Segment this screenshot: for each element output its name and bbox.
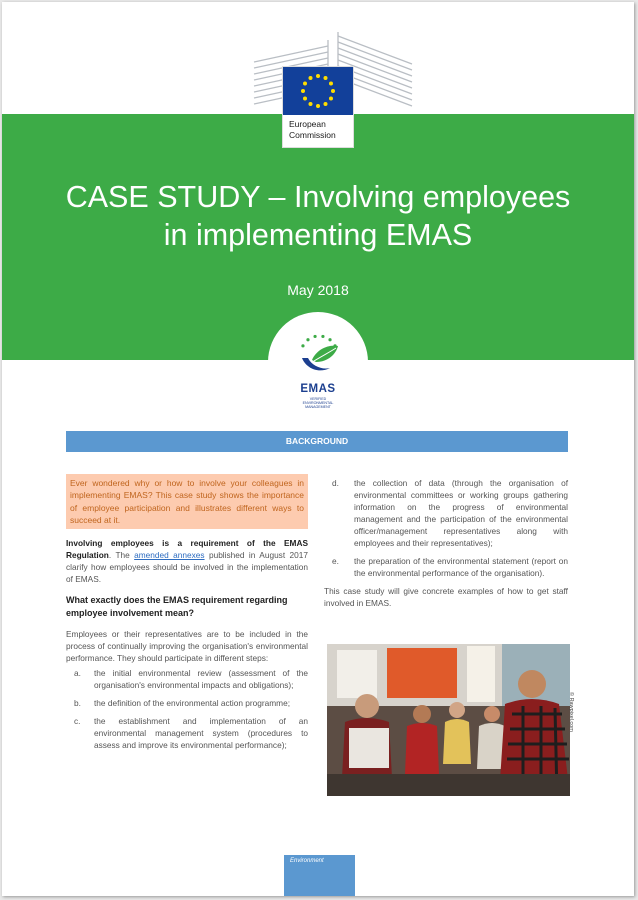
title-line1: CASE STUDY – Involving employees [65, 180, 571, 214]
amended-annexes-link[interactable]: amended annexes [134, 550, 205, 561]
eu-star-icon [329, 82, 333, 86]
intro-highlight: Ever wondered why or how to involve your colleagues in implementing EMAS? This case study shows the importance of employee participation and illustrates different ways to succeed at it. [66, 474, 308, 529]
photo-credit: © Rawpixel.com [568, 692, 574, 732]
emas-star-icon [301, 344, 304, 347]
list-marker: a. [74, 668, 81, 679]
list-marker: b. [74, 698, 81, 709]
header-logo-area [2, 2, 634, 140]
list-item [66, 697, 308, 709]
ec-logo-text [289, 119, 336, 140]
list-text: the definition of the environmental action programme; [94, 698, 291, 709]
document-page [2, 2, 634, 896]
emas-sub-line2: ENVIRONMENTAL [302, 401, 334, 406]
list-text: the preparation of the environmental statement (report on the environmental performance of the organisation). [354, 556, 568, 578]
eu-star-icon [301, 89, 305, 93]
eu-star-icon [316, 104, 320, 108]
list-marker: e. [332, 556, 339, 566]
publication-date: May 2018 [287, 282, 349, 298]
environment-tab [284, 855, 355, 896]
right-column [324, 477, 568, 609]
section-heading-background: BACKGROUND [66, 431, 568, 452]
eu-flag-icon [283, 67, 353, 115]
emas-wordmark: EMAS [300, 383, 336, 395]
eu-star-icon [331, 89, 335, 93]
list-text: the establishment and implementation of an environmental management system (procedures to assess and improve its environmental performance); [94, 716, 308, 751]
eu-star-icon [324, 76, 328, 80]
steps-list-left [66, 667, 308, 751]
intro-strong: Involving employees is a requirement of the EMAS Regulation [66, 538, 308, 561]
eu-star-icon [316, 74, 320, 78]
left-column [66, 474, 308, 757]
team-meeting-photo [327, 644, 570, 796]
eu-star-icon [309, 102, 313, 106]
european-commission-logo [282, 66, 354, 148]
list-item [324, 477, 568, 549]
emas-logo-icon [292, 330, 346, 376]
emas-star-icon [321, 335, 324, 338]
intro-text-2: published in August 2017 clarify how employees should be involved in the implementation of EMAS. [66, 550, 309, 585]
environment-label: Environment [290, 858, 324, 864]
ec-text-line1: European [289, 119, 326, 129]
title-line2: in implementing EMAS [163, 218, 473, 252]
emas-star-icon [313, 335, 316, 338]
eu-star-icon [309, 76, 313, 80]
steps-list-right [324, 477, 568, 579]
emas-sub-line1: VERIFIED [309, 397, 327, 401]
closing-paragraph: This case study will give concrete examples of how to get staff involved in EMAS. [324, 586, 568, 608]
eu-star-icon [329, 97, 333, 101]
list-marker: d. [332, 478, 339, 488]
list-item [66, 667, 308, 691]
list-item [324, 555, 568, 579]
list-text: the collection of data (through the organisation of environmental committees or working groups gathering information on the progress of environmental management and the participation of the environmental officer/management representatives along with employees and their representatives); [354, 478, 568, 548]
eu-star-icon [303, 97, 307, 101]
ec-text-line2: Commission [289, 129, 336, 140]
steps-paragraph: Employees or their representatives are to be included in the process of continually improving the organisation's environmental performance. They should participate in different steps: [66, 629, 308, 664]
list-text: the initial environmental review (assessment of the organisation's environmental impacts and obligations); [94, 668, 308, 691]
list-marker: c. [74, 716, 81, 727]
eu-star-icon [303, 82, 307, 86]
question-heading: What exactly does the EMAS requirement regarding employee involvement mean? [66, 595, 288, 619]
emas-star-icon [328, 338, 331, 341]
page-title [2, 178, 634, 254]
intro-paragraph [66, 537, 308, 585]
emas-star-icon [306, 338, 309, 341]
eu-star-icon [324, 102, 328, 106]
emas-sub-line3: MANAGEMENT [305, 405, 331, 410]
list-item [66, 715, 308, 751]
intro-text-1: . The [108, 550, 135, 561]
emas-subtitle [287, 397, 349, 410]
